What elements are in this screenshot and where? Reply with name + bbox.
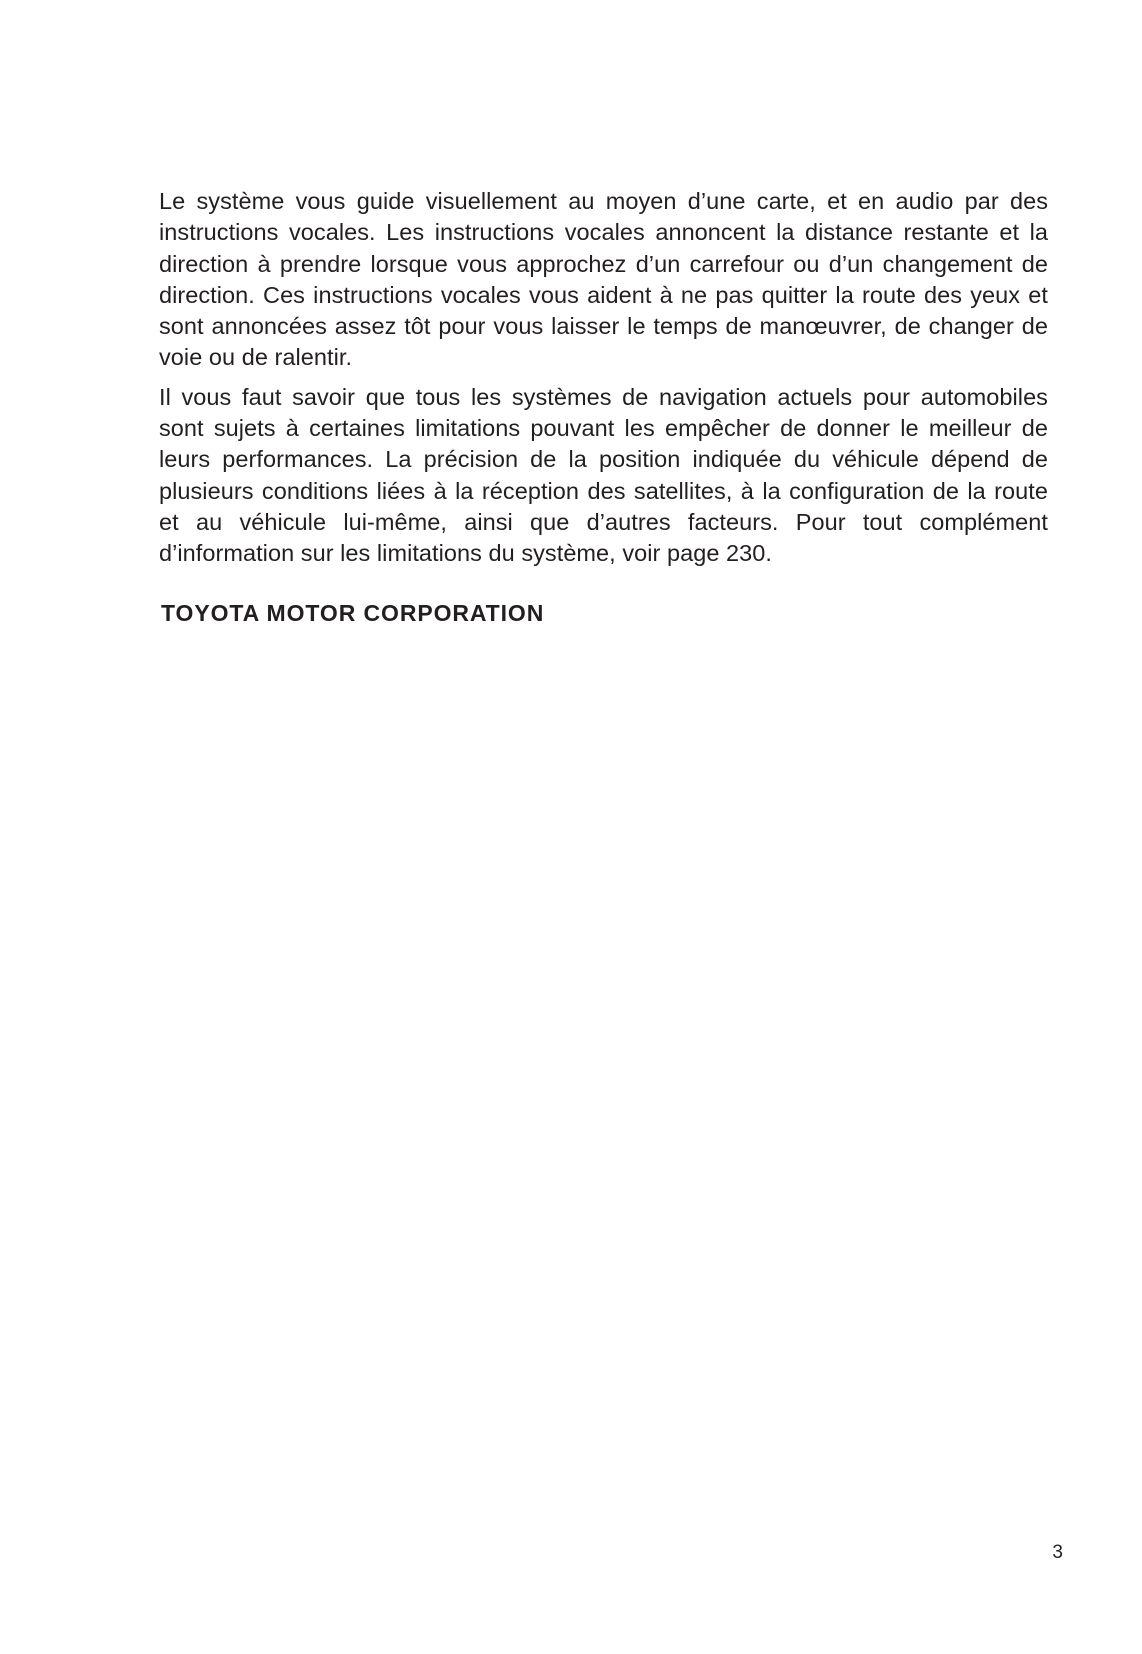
page-number: 3 — [1052, 1542, 1063, 1563]
company-name: TOYOTA MOTOR CORPORATION — [161, 599, 545, 626]
paragraph-guidance: Le système vous guide visuellement au moyen d’une carte, et en audio par des instructions vocales. Les instructions vocales annoncent la distance restante et la direction à prendre lorsque vous approchez d’un carrefour ou d’un changement de direction. Ces instructions vocales vous aident à ne pas quitter la route des yeux et sont annoncées assez tôt pour vous laisser le temps de manœuvrer, de changer de voie ou de ralentir. — [159, 188, 1048, 371]
body-content — [159, 186, 1048, 628]
paragraph-limitations: Il vous faut savoir que tous les systèmes de navigation actuels pour automobiles sont sujets à certaines limitations pouvant les empêcher de donner le meilleur de leurs performances. La précision de la position indiquée du véhicule dépend de plusieurs conditions liées à la réception des satellites, à la configuration de la route et au véhicule lui-même, ainsi que d’autres facteurs. Pour tout complément d’information sur les limitations du système, voir page 230. — [159, 383, 1048, 567]
